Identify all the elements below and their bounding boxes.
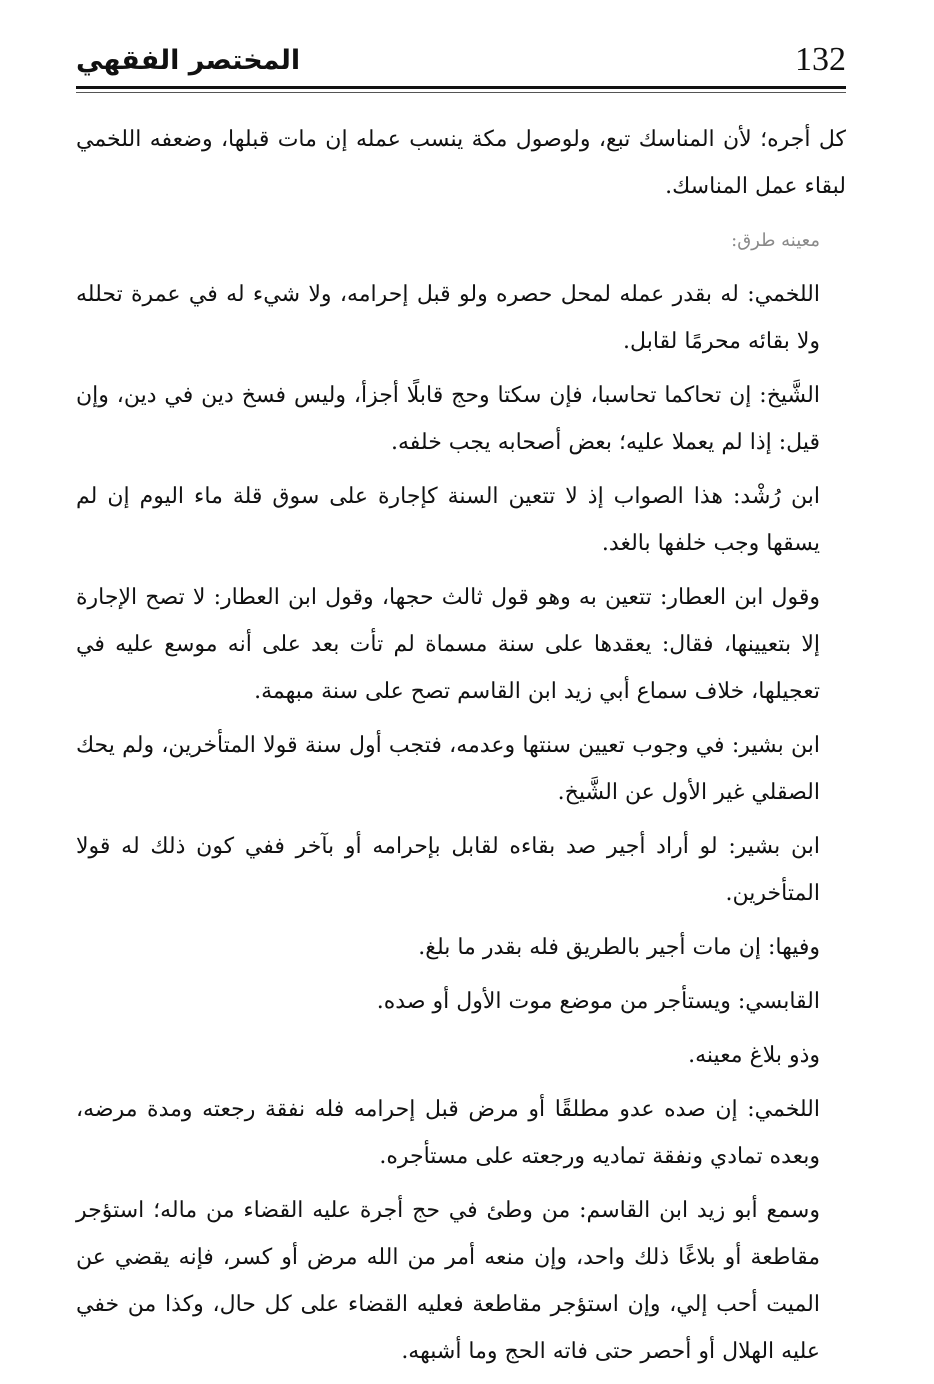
body-text — [76, 116, 846, 1382]
paragraph-10: القابسي: ويستأجر من موضع موت الأول أو صده. — [376, 989, 820, 1014]
paragraph-8: ابن بشير: لو أراد أجير صد بقاءه لقابل بإحرامه أو بآخر ففي كون ذلك له قولا المتأخرين. — [76, 834, 820, 906]
paragraph-12: اللخمي: إن صده عدو مطلقًا أو مرض قبل إحرامه فله نفقة رجعته ومدة مرضه، وبعده تمادي ونفقة تماديه ورجعته على مستأجره. — [76, 1097, 820, 1169]
paragraph-4: الشَّيخ: إن تحاكما تحاسبا، فإن سكتا وحج قابلًا أجزأ، وليس فسخ دين في دين، وإن قيل: إذا لم يعملا عليه؛ بعض أصحابه يجب خلفه. — [76, 383, 820, 455]
paragraph-5: ابن رُشْد: هذا الصواب إذ لا تتعين السنة كإجارة على سوق قلة ماء اليوم إن لم يسقها وجب خلفها بالغد. — [76, 484, 820, 556]
header-rule-thin — [76, 92, 846, 93]
paragraph-1: كل أجره؛ لأن المناسك تبع، ولوصول مكة ينسب عمله إن مات قبلها، وضعفه اللخمي لبقاء عمل المناسك. — [76, 127, 846, 199]
paragraph-7: ابن بشير: في وجوب تعيين سنتها وعدمه، فتجب أول سنة قولا المتأخرين، ولم يحك الصقلي غير الأول عن الشَّيخ. — [76, 733, 820, 805]
paragraph-6: وقول ابن العطار: تتعين به وهو قول ثالث حجها، وقول ابن العطار: لا تصح الإجارة إلا بتعيينها، فقال: يعقدها على سنة مسماة لم تأت بعد على أنه موسع عليه في تعجيلها، خلاف سماع أبي زيد ابن القاسم تصح على سنة مبهمة. — [76, 585, 820, 704]
paragraph-3: اللخمي: له بقدر عمله لمحل حصره ولو قبل إحرامه، ولا شيء له في عمرة تحلله ولا بقائه محرمًا لقابل. — [76, 282, 820, 354]
header-rule-thick — [76, 86, 846, 89]
paragraph-2-faded-heading: معينه طرق: — [731, 230, 820, 251]
page-number: 132 — [795, 41, 846, 78]
paragraph-9: وفيها: إن مات أجير بالطريق فله بقدر ما بلغ. — [418, 935, 820, 960]
paragraph-13: وسمع أبو زيد ابن القاسم: من وطئ في حج أجرة عليه القضاء من ماله؛ استؤجر مقاطعة أو بلاغًا ذلك واحد، وإن منعه أمر من الله مرض أو كسر، فإنه يقضي عن الميت أحب إلي، وإن استؤجر مقاطعة فعليه القضاء على كل حال، وكذا من خفي عليه الهلال أو أحصر حتى فاته الحج وما أشبهه. — [76, 1198, 821, 1364]
page-header — [76, 40, 846, 90]
book-title: المختصر الفقهي — [76, 45, 301, 76]
paragraph-11: وذو بلاغ معينه. — [688, 1043, 820, 1068]
